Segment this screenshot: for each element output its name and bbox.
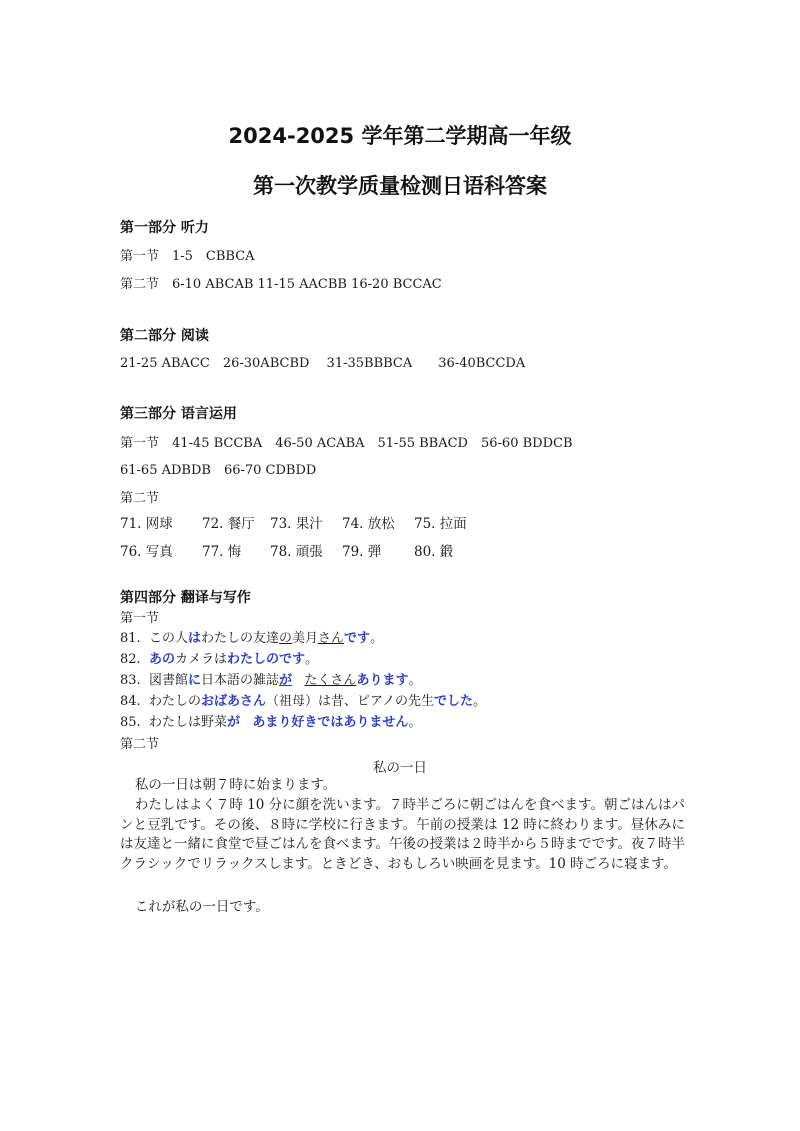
part1-line1: 第一节 1-5 CBBCA bbox=[120, 249, 255, 264]
highlighted-segment: あの bbox=[148, 652, 175, 667]
vocab-item: 80. 鍛 bbox=[414, 544, 454, 560]
answer-82 bbox=[120, 648, 318, 667]
q-number: 82. bbox=[120, 652, 141, 667]
text-segment: わたしの bbox=[148, 694, 201, 709]
text-segment: 。 bbox=[370, 631, 384, 646]
vocab-item: 74. 放松 bbox=[342, 516, 395, 532]
part3-section2: 第二节 bbox=[120, 491, 160, 506]
essay-paragraph-1: 私の一日は朝７時に始まります。 bbox=[134, 777, 337, 793]
highlighted-segment: が bbox=[226, 715, 240, 730]
highlighted-segment: でした bbox=[433, 694, 473, 709]
answer-84 bbox=[120, 690, 486, 709]
essay-title: 私の一日 bbox=[373, 760, 427, 776]
underlined-segment: さん bbox=[318, 631, 345, 646]
text-segment: 。 bbox=[408, 715, 422, 730]
vocab-item: 78. 頑張 bbox=[270, 544, 323, 560]
vocab-item: 75. 拉面 bbox=[414, 516, 467, 532]
text-segment: わたしは野菜 bbox=[148, 715, 227, 730]
q-number: 83. bbox=[120, 673, 141, 688]
vocab-item: 76. 写真 bbox=[120, 544, 173, 560]
answer-85 bbox=[120, 711, 421, 730]
text-segment: 美月 bbox=[292, 631, 319, 646]
part2-line1: 21-25 ABACC 26-30ABCBD 31-35BBBCA 36-40BCCDA bbox=[120, 356, 526, 371]
part3-heading: 第三部分 语言运用 bbox=[120, 406, 237, 422]
vocab-item: 72. 餐厅 bbox=[202, 516, 255, 532]
part4-section1: 第一节 bbox=[120, 611, 160, 626]
q-number: 81. bbox=[120, 631, 141, 646]
document-title-line2: 第一次教学质量检测日语科答案 bbox=[253, 174, 547, 198]
highlighted-segment: です bbox=[344, 631, 371, 646]
vocab-item: 71. 网球 bbox=[120, 516, 173, 532]
text-segment: 図書館 bbox=[148, 673, 188, 688]
text-segment: 。 bbox=[472, 694, 486, 709]
text-segment: この人 bbox=[148, 631, 188, 646]
q-number: 85. bbox=[120, 715, 141, 730]
text-segment: 。 bbox=[305, 652, 319, 667]
part2-heading: 第二部分 阅读 bbox=[120, 328, 209, 344]
vocab-item: 79. 弾 bbox=[342, 544, 382, 560]
text-segment: カメラは bbox=[174, 652, 227, 667]
highlighted-segment: に bbox=[187, 673, 201, 688]
part4-section2: 第二节 bbox=[120, 737, 160, 752]
text-segment: 日本語の雑誌 bbox=[200, 673, 279, 688]
vocab-item: 73. 果汁 bbox=[270, 516, 323, 532]
underlined-segment: たくさん bbox=[304, 673, 357, 688]
part1-heading: 第一部分 听力 bbox=[120, 220, 209, 236]
highlighted-segment: おばあさん bbox=[200, 694, 266, 709]
highlighted-segment: わたしのです bbox=[226, 652, 305, 667]
highlighted-segment: は bbox=[187, 631, 201, 646]
answer-81 bbox=[120, 627, 383, 646]
underlined-segment: の bbox=[279, 631, 293, 646]
essay-paragraph-2: わたしはよく７時 10 分に顔を洗います。７時半ごろに朝ごはんを食べます。朝ごはんはパンと豆乳です。その後、８時に学校に行きます。午前の授業は 12 時に終わります。昼休みには友達と一緒に食堂で昼ごはんを食べます。午後の授業は２時半から５時までです。夜７時半クラシックでリラックスします。ときどき、おもしろい映画を見ます。10 時ごろに寝ます。 bbox=[120, 797, 685, 872]
part3-line1: 第一节 41-45 BCCBA 46-50 ACABA 51-55 BBACD 56-60 BDDCB bbox=[120, 436, 573, 451]
highlighted-segment: あります bbox=[356, 673, 409, 688]
text-segment: わたしの友達 bbox=[200, 631, 279, 646]
part3-line2: 61-65 ADBDB 66-70 CDBDD bbox=[120, 463, 317, 478]
highlighted-segment: あまり好きではありません bbox=[252, 715, 409, 730]
document-title-line1: 2024-2025 学年第二学期高一年级 bbox=[228, 124, 572, 148]
text-segment: 。 bbox=[408, 673, 422, 688]
q-number: 84. bbox=[120, 694, 141, 709]
answer-83 bbox=[120, 669, 421, 688]
essay-paragraph-3: これが私の一日です。 bbox=[134, 899, 269, 915]
text-segment: （祖母）は昔、ピアノの先生 bbox=[265, 694, 434, 709]
vocab-item: 77. 悔 bbox=[202, 544, 242, 560]
highlighted-segment: が bbox=[279, 673, 293, 688]
part1-line2: 第二节 6-10 ABCAB 11-15 AACBB 16-20 BCCAC bbox=[120, 277, 442, 292]
part4-heading: 第四部分 翻译与写作 bbox=[120, 590, 251, 606]
